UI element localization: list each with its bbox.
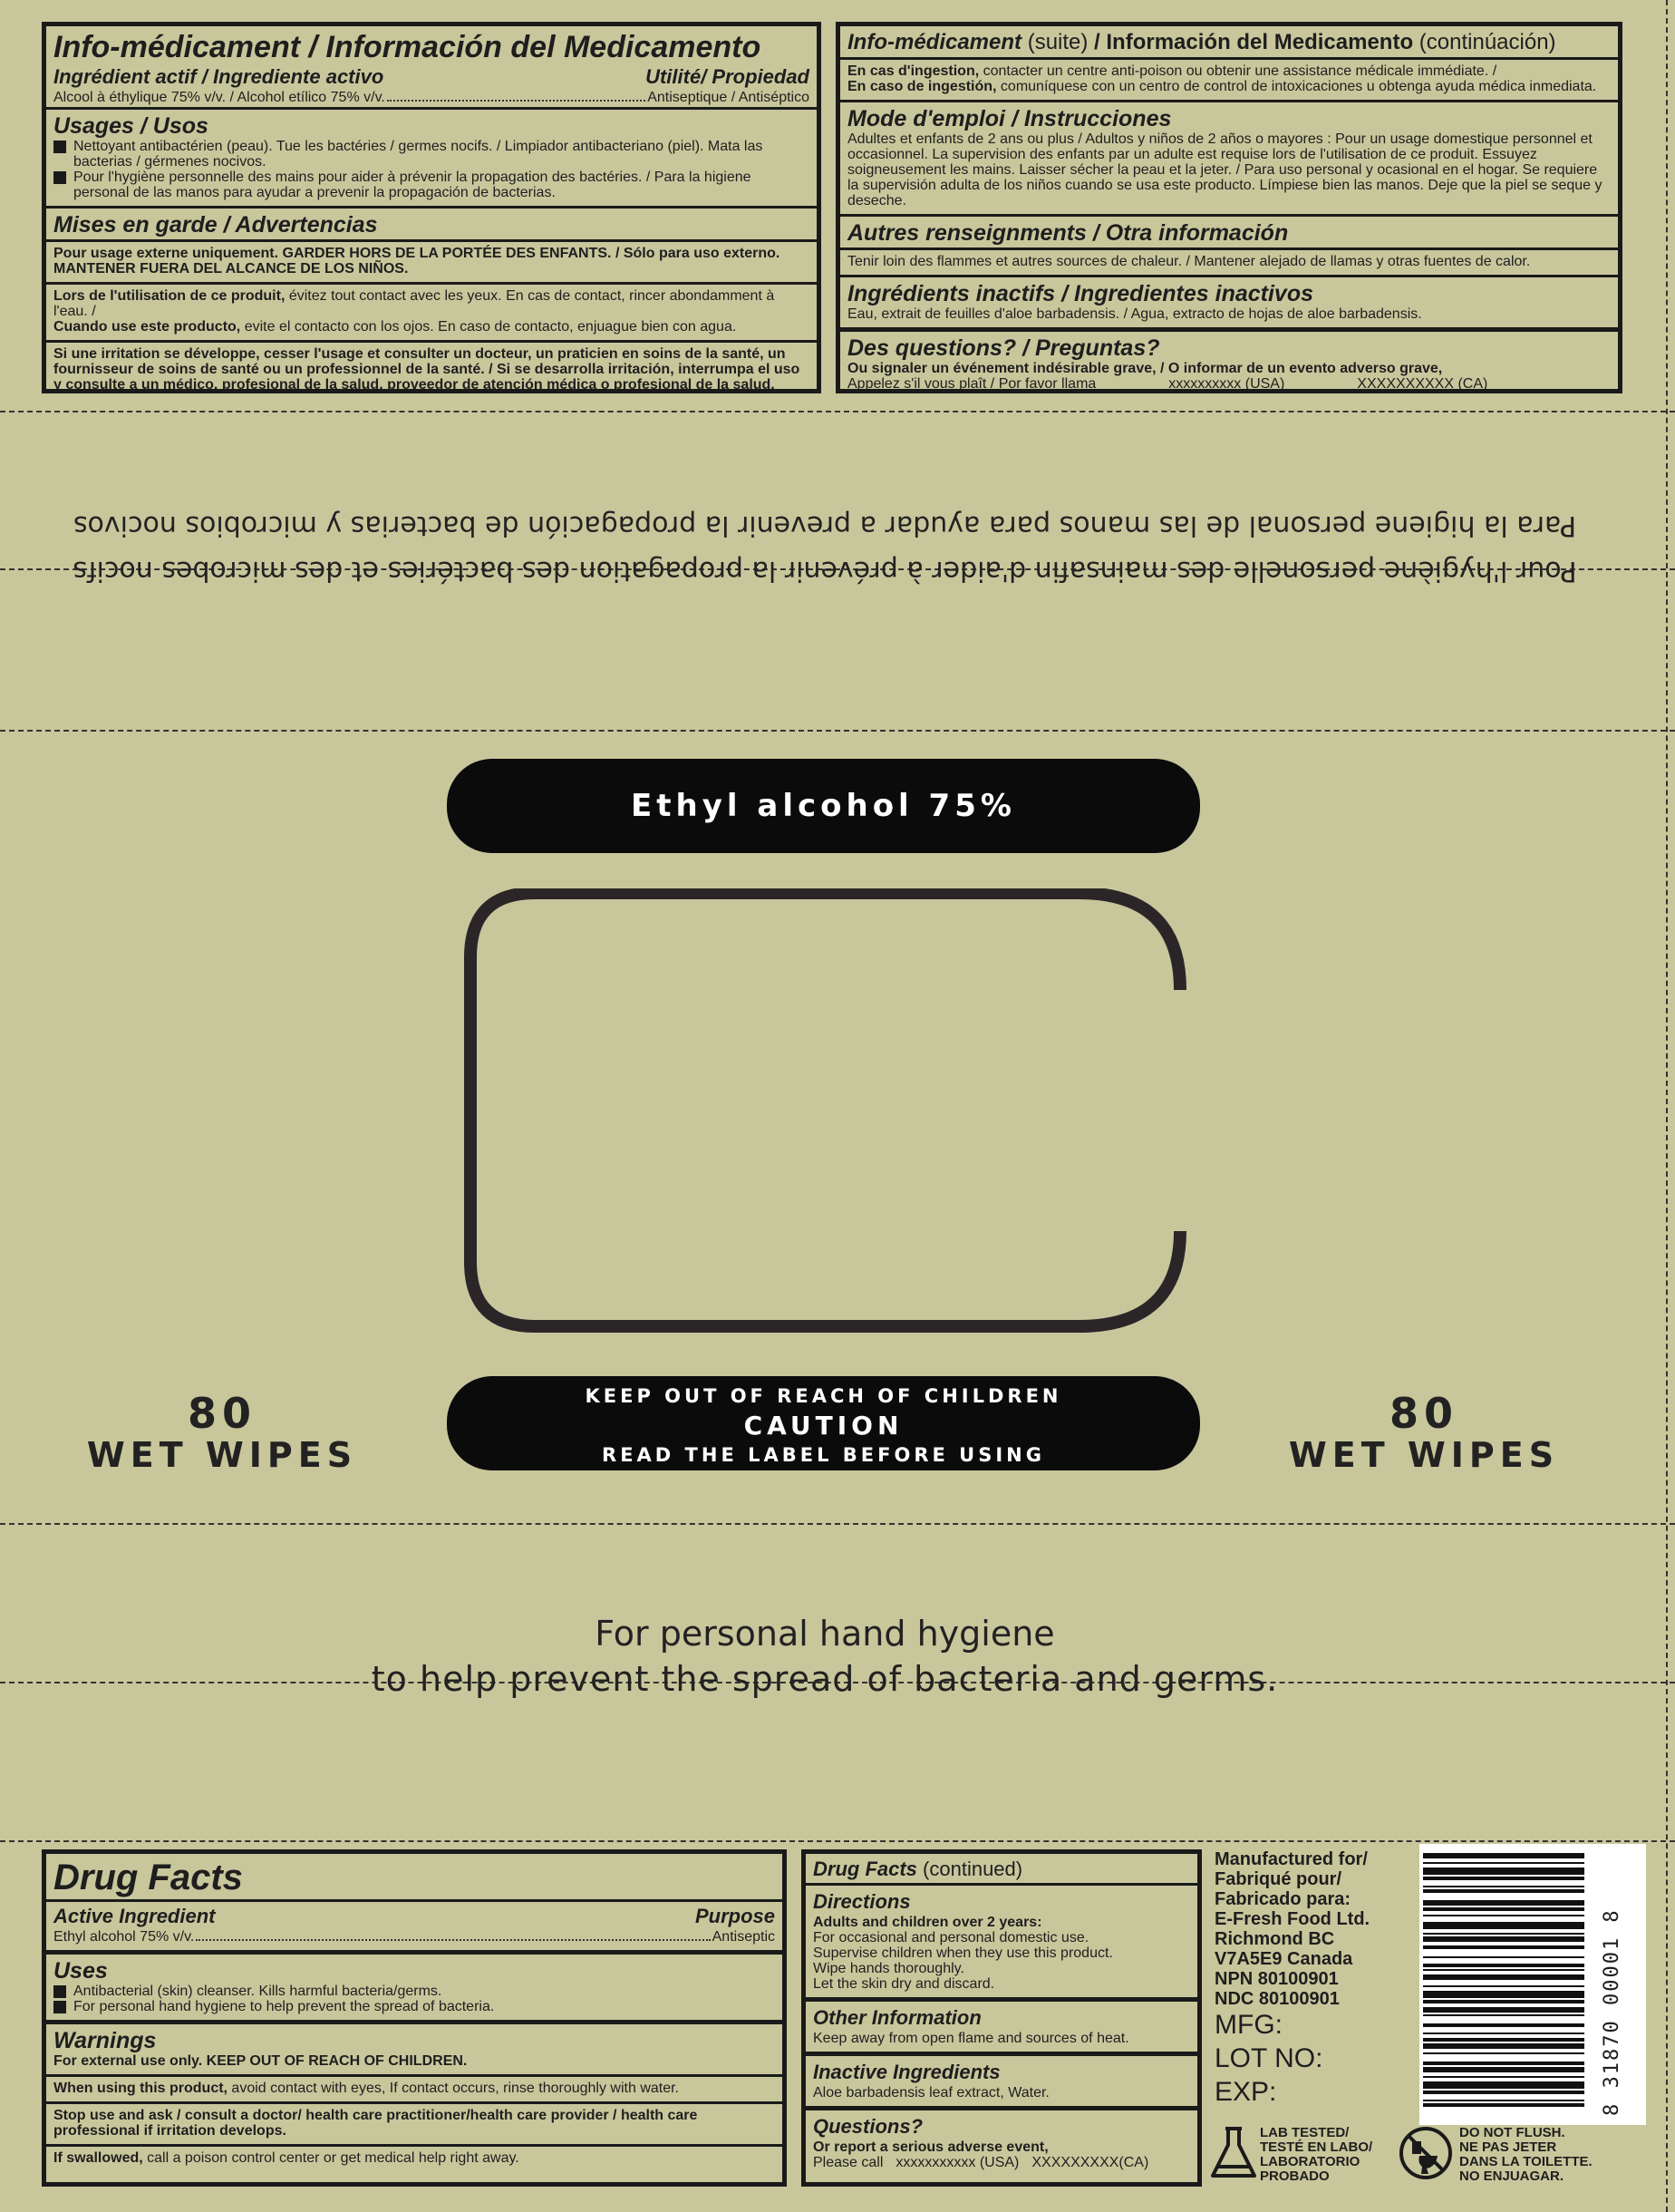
fold-line <box>0 1523 1675 1525</box>
directions-heading: Directions <box>813 1890 911 1913</box>
exp-label: EXP: <box>1215 2077 1277 2107</box>
ingestion-text: contacter un centre anti-poison ou obtenir une assistance médicale immédiate. / <box>979 63 1497 79</box>
bullet-icon <box>53 141 66 153</box>
warnings-heading: Warnings <box>53 2028 157 2053</box>
bullet-icon <box>53 2001 66 2013</box>
warning-text: evite el contacto con los ojos. En caso de contacto, enjuague bien con agua. <box>240 319 737 335</box>
active-purpose: Antiseptic <box>712 1929 775 1945</box>
lab-line: TESTÉ EN LABO/ <box>1260 2139 1373 2155</box>
wet-wipes-count-right <box>1283 1389 1564 1475</box>
phone-ca: XXXXXXXXXX (CA) <box>1357 376 1488 392</box>
active-heading: Active Ingredient <box>53 1905 216 1927</box>
questions-heading: Des questions? / Preguntas? <box>847 335 1160 361</box>
panel-title: Info-médicament / Información del Medicamento <box>53 30 761 64</box>
ingestion-text: comuníquese con un centro de control de intoxicaciones u obtenga ayuda médica inmediata. <box>996 79 1597 94</box>
lab-line: LAB TESTED/ <box>1260 2125 1350 2140</box>
barcode <box>1419 1844 1646 2125</box>
phone-usa: xxxxxxxxxxx (USA) <box>896 2155 1020 2170</box>
wet-wipes-count-left <box>82 1389 363 1475</box>
other-info-heading: Autres renseignments / Otra información <box>847 220 1289 246</box>
active-item: Alcool à éthylique 75% v/v. / Alcohol etílico 75% v/v. <box>53 90 385 105</box>
active-item: Ethyl alcohol 75% v/v. <box>53 1929 195 1945</box>
direction-line: Let the skin dry and discard. <box>813 1976 995 1992</box>
fold-line <box>0 1840 1675 1842</box>
lot-label: LOT NO: <box>1215 2043 1323 2073</box>
info-medicament-panel <box>42 22 821 393</box>
use-item: For personal hand hygiene to help prevent the spread of bacteria. <box>73 1999 495 2014</box>
caution-title: CAUTION <box>743 1411 904 1441</box>
warning-text: Si une irritation se développe, cesser l'usage et consulter un docteur, un praticien en soins de la santé, un fournisseur de soins de santé ou un professionnel de la santé. / Si se desarrolla irritación, interrumpa el uso y consulte a un médico, profesional de la salud, proveedor de atención médica o profesional de la salud. <box>53 346 800 393</box>
mfr-line: Richmond BC <box>1215 1929 1335 1949</box>
caution-line: KEEP OUT OF REACH OF CHILDREN <box>585 1385 1062 1407</box>
use-item: Antibacterial (skin) cleanser. Kills harmful bacteria/germs. <box>73 1984 442 1999</box>
mfg-label: MFG: <box>1215 2010 1283 2040</box>
manufacturer-info <box>1215 1849 1432 2009</box>
warning-text: évitez tout contact avec les yeux. En cas de contact, rincer abondamment à l'eau. / <box>53 288 775 319</box>
flask-icon <box>1209 2125 1258 2181</box>
info-medicament-suite-panel <box>836 22 1622 393</box>
fold-line <box>0 411 1675 412</box>
warning-text: call a poison control center or get medical help right away. <box>142 2150 519 2166</box>
panel-title: Drug Facts <box>813 1858 917 1880</box>
ingestion-bold: En caso de ingestión, <box>847 79 997 94</box>
caution-line: READ THE LABEL BEFORE USING <box>602 1444 1045 1466</box>
uses-heading: Usages / Usos <box>53 113 208 139</box>
hygiene-line-2: to help prevent the spread of bacteria and germs. <box>371 1659 1279 1699</box>
active-purpose: Antiseptique / Antiséptico <box>647 90 809 105</box>
hygiene-line-1: For personal hand hygiene <box>595 1614 1055 1654</box>
dispenser-window-outline <box>462 888 1187 1333</box>
count-number: 80 <box>187 1389 257 1438</box>
phone-usa: xxxxxxxxxx (USA) <box>1168 376 1285 392</box>
use-item: Pour l'hygiène personnelle des mains pour aider à prévenir la propagation des bactéries. / Para la higiene personal de las manos para ayudar a prevenir la propagación de bacterias. <box>73 170 751 200</box>
lab-line: PROBADO <box>1260 2168 1330 2184</box>
direction-line: For occasional and personal domestic use. <box>813 1930 1089 1945</box>
npn-number: NPN 80100901 <box>1215 1969 1339 1989</box>
count-label: WET WIPES <box>1288 1435 1560 1475</box>
warning-text: avoid contact with eyes, If contact occurs, rinse thoroughly with water. <box>227 2081 679 2096</box>
bullet-icon <box>53 1985 66 1998</box>
flush-line: DO NOT FLUSH. <box>1459 2125 1565 2140</box>
mfr-line: Fabriqué pour/ <box>1215 1869 1341 1889</box>
questions-text: Ou signaler un événement indésirable grave, / O informar de un evento adverso grave, <box>847 361 1443 376</box>
flipped-text-fr: Pour l'hygiène personelle des mainsafin d'aider à prévenir la propagation des bactéries et des microbes nocifs <box>73 555 1577 587</box>
bullet-icon <box>53 171 66 184</box>
mfr-line: E-Fresh Food Ltd. <box>1215 1909 1370 1929</box>
use-item: Nettoyant antibactérien (peau). Tue les bactéries / germes nocifs. / Limpiador antibacteriano (piel). Mata las bacterias / gérmenes nocivos. <box>73 139 763 170</box>
questions-bold: Or report a serious adverse event, <box>813 2139 1049 2155</box>
lab-line: LABORATORIO <box>1260 2154 1360 2169</box>
flush-line: NO ENJUAGAR. <box>1459 2168 1564 2184</box>
ethyl-alcohol-badge: Ethyl alcohol 75% <box>447 759 1200 853</box>
questions-call: Please call <box>813 2155 884 2170</box>
warning-text: Stop use and ask / consult a doctor/ health care practitioner/health care provider / health care professional if irritation develops. <box>53 2108 698 2139</box>
warning-text: For external use only. KEEP OUT OF REACH OF CHILDREN. <box>53 2053 468 2069</box>
mfr-line: V7A5E9 Canada <box>1215 1949 1353 1969</box>
purpose-heading: Purpose <box>694 1905 775 1927</box>
directions-heading: Mode d'emploi / Instrucciones <box>847 106 1172 131</box>
mfr-line: Manufactured for/ <box>1215 1849 1368 1869</box>
caution-badge <box>447 1376 1200 1470</box>
warning-text: Pour usage externe uniquement. GARDER HORS DE LA PORTÉE DES ENFANTS. / Sólo para uso externo. MANTENER FUERA DEL ALCANCE DE LOS NIÑOS. <box>53 246 780 276</box>
do-not-flush-label <box>1459 2126 1593 2184</box>
panel-title-suffix: (suite) <box>1021 30 1095 54</box>
other-info-text: Keep away from open flame and sources of heat. <box>813 2031 1129 2046</box>
warning-bold: Cuando use este producto, <box>53 319 241 335</box>
warnings-heading: Mises en garde / Advertencias <box>53 212 378 238</box>
purpose-heading: Utilité/ Propiedad <box>645 65 809 88</box>
warning-bold: Lors de l'utilisation de ce produit, <box>53 288 286 304</box>
flush-line: DANS LA TOILETTE. <box>1459 2154 1593 2169</box>
panel-title-suffix: (continúación) <box>1413 30 1556 54</box>
panel-title: / Información del Medicamento <box>1094 30 1414 54</box>
ndc-number: NDC 80100901 <box>1215 1989 1340 2009</box>
warning-bold: When using this product, <box>53 2081 228 2096</box>
panel-title: Drug Facts <box>53 1858 243 1897</box>
fold-line <box>0 730 1675 732</box>
drug-facts-continued-panel <box>801 1849 1202 2187</box>
directions-bold: Adults and children over 2 years: <box>813 1915 1042 1930</box>
mfr-line: Fabricado para: <box>1215 1889 1351 1909</box>
no-flush-icon <box>1398 2125 1454 2181</box>
uses-heading: Uses <box>53 1958 108 1984</box>
ingestion-bold: En cas d'ingestion, <box>847 63 980 79</box>
questions-heading: Questions? <box>813 2115 924 2138</box>
direction-line: Wipe hands thoroughly. <box>813 1961 964 1976</box>
inactive-text: Eau, extrait de feuilles d'aloe barbadensis. / Agua, extracto de hojas de aloe barbadensis. <box>847 306 1422 322</box>
lot-info <box>1215 2008 1322 2109</box>
edge-line <box>1666 0 1668 2212</box>
other-info-text: Tenir loin des flammes et autres sources de chaleur. / Mantener alejado de llamas y otras fuentes de calor. <box>847 254 1531 269</box>
directions-text: Adultes et enfants de 2 ans ou plus / Adultos y niños de 2 años o mayores : Pour un usage domestique personnel et occasionnel. La supervision des enfants par un adulte est requise lors de l'utilisation de ce produit. Essuyez soigneusement les mains. Laisser sécher la peau et la jeter. / Para uso personal y ocasional en el hogar. Se requiere la supervisión adulta de los niños cuando se usa este producto. Límpiese bien las manos. Deje que la piel se seque y deseche. <box>847 131 1602 209</box>
count-number: 80 <box>1389 1389 1458 1438</box>
panel-title: Info-médicament <box>847 30 1022 54</box>
inactive-text: Aloe barbadensis leaf extract, Water. <box>813 2085 1050 2100</box>
drug-facts-panel <box>42 1849 787 2187</box>
active-heading: Ingrédient actif / Ingrediente activo <box>53 65 384 88</box>
flush-line: NE PAS JETER <box>1459 2139 1557 2155</box>
direction-line: Supervise children when they use this product. <box>813 1945 1113 1961</box>
phone-ca: XXXXXXXXX(CA) <box>1031 2155 1149 2170</box>
questions-call: Appelez s'il vous plaît / Por favor llama <box>847 376 1097 392</box>
lab-tested-label <box>1260 2126 1372 2184</box>
warning-bold: If swallowed, <box>53 2150 143 2166</box>
flipped-text-es: Para la higiene personal de las manos para ayudar a prevenir la propagación de bacterias y microbios nocivos <box>73 509 1577 541</box>
inactive-heading: Ingrédients inactifs / Ingredientes inactivos <box>847 281 1314 306</box>
other-info-heading: Other Information <box>813 2006 982 2029</box>
panel-title-suffix: (continued) <box>916 1858 1023 1880</box>
barcode-digits: 8 31870 00001 8 <box>1601 1908 1623 2116</box>
count-label: WET WIPES <box>86 1435 358 1475</box>
inactive-heading: Inactive Ingredients <box>813 2061 1001 2083</box>
